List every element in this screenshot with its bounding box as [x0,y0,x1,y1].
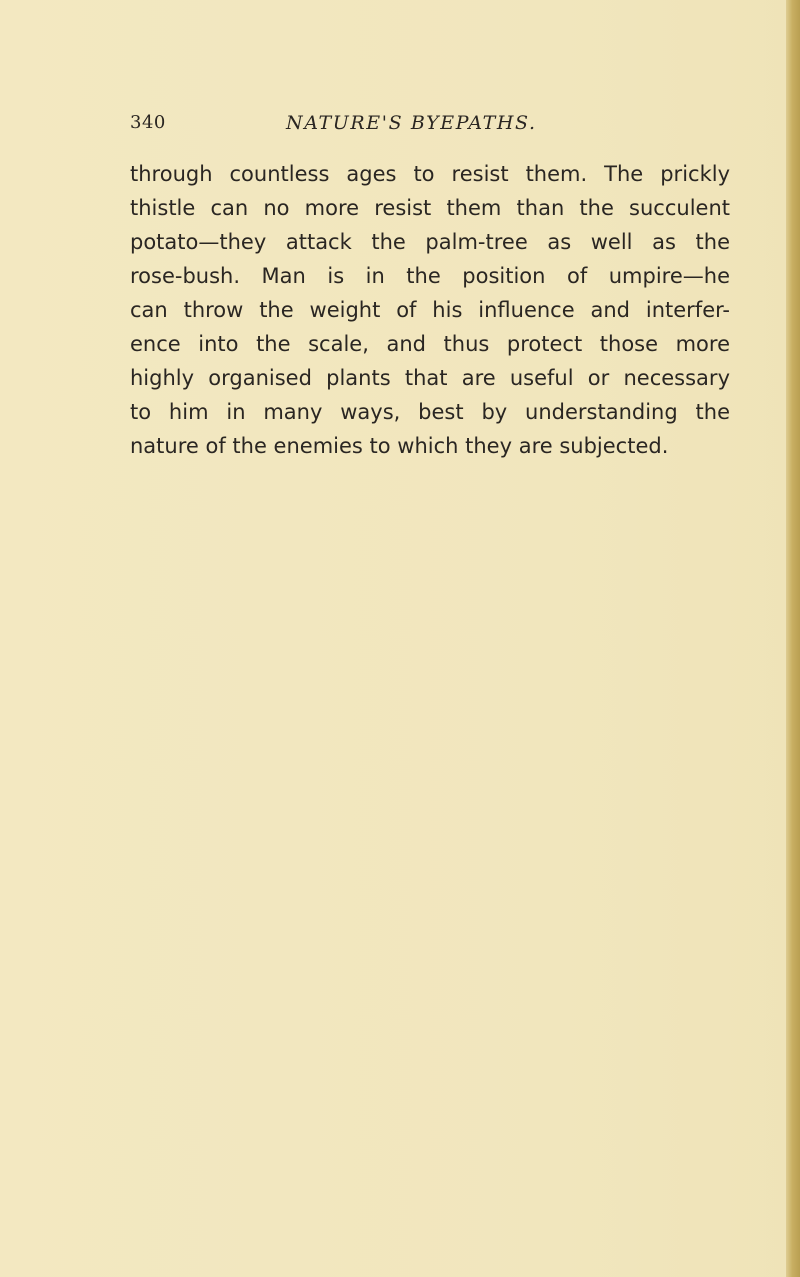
page-number: 340 [130,112,166,133]
body-paragraph [130,157,730,463]
text-line: ence into the scale, and thus protect those more [130,332,730,356]
text-line: highly organised plants that are useful or necessary [130,366,730,390]
running-title: NATURE'S BYEPATHS. [286,112,537,134]
page-edge-shadow [786,0,800,1277]
text-line: potato—they attack the palm-tree as well as the [130,230,730,254]
text-line: to him in many ways, best by understanding the [130,400,730,424]
page-header [130,111,730,141]
text-line: nature of the enemies to which they are subjected. [130,434,669,458]
text-line: can throw the weight of his influence and interfer- [130,298,730,322]
text-line: rose-bush. Man is in the position of umpire—he [130,264,730,288]
text-line: through countless ages to resist them. The prickly [130,162,730,186]
text-line: thistle can no more resist them than the succulent [130,196,730,220]
